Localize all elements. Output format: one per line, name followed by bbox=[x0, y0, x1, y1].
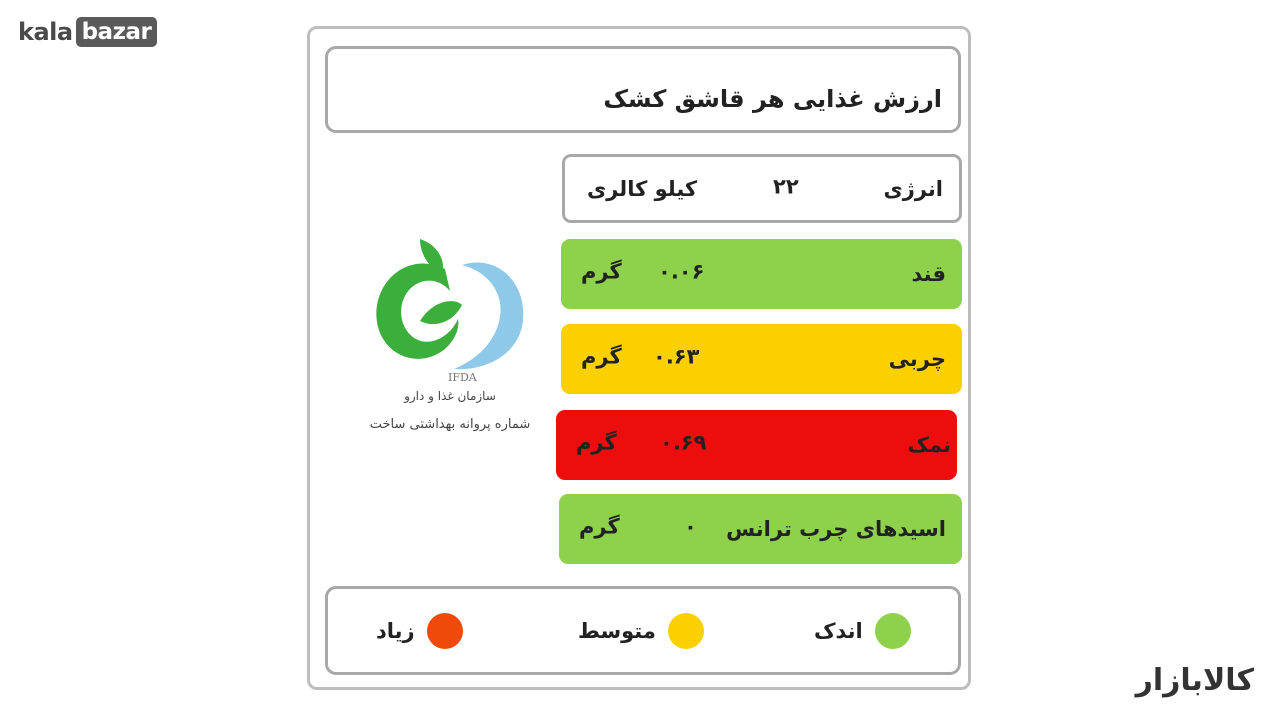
logo-bazar-text: bazar bbox=[76, 17, 158, 47]
nutrition-card bbox=[307, 26, 971, 690]
nutrient-row-fat bbox=[561, 324, 962, 394]
legend-box bbox=[325, 586, 961, 675]
fda-logo-block bbox=[350, 209, 550, 439]
nutrient-unit: گرم bbox=[581, 259, 622, 284]
nutrient-value: ۰.۶۹ bbox=[660, 430, 707, 455]
logo-kala-text: kala bbox=[18, 18, 73, 46]
nutrient-value: ۰.۰۶ bbox=[658, 259, 705, 284]
legend-medium bbox=[578, 589, 704, 672]
legend-low bbox=[814, 589, 911, 672]
nutrient-name: نمک bbox=[907, 433, 951, 457]
kalabazar-logo-persian: کالابازار bbox=[1135, 663, 1254, 698]
nutrient-unit: گرم bbox=[579, 514, 620, 539]
nutrient-value: ۲۲ bbox=[773, 174, 799, 199]
nutrient-name: چربی bbox=[888, 347, 946, 371]
legend-high-dot-icon bbox=[427, 613, 463, 649]
fda-org-name: سازمان غذا و دارو bbox=[404, 389, 496, 403]
legend-low-label: اندک bbox=[814, 618, 863, 643]
nutrient-name: قند bbox=[911, 262, 946, 286]
nutrient-value: ۰ bbox=[684, 514, 697, 539]
nutrition-title: ارزش غذایی هر قاشق کشک bbox=[603, 85, 942, 113]
nutrient-unit: گرم bbox=[581, 344, 622, 369]
nutrient-name: اسیدهای چرب ترانس bbox=[726, 517, 946, 541]
nutrient-value: ۰.۶۳ bbox=[653, 344, 700, 369]
nutrient-row-trans-fat bbox=[559, 494, 962, 564]
fda-apple-icon bbox=[350, 209, 550, 384]
legend-medium-label: متوسط bbox=[578, 618, 656, 643]
nutrient-unit: کیلو کالری bbox=[587, 176, 698, 201]
title-box bbox=[325, 46, 961, 133]
legend-high bbox=[376, 589, 463, 672]
legend-low-dot-icon bbox=[875, 613, 911, 649]
fda-license-text: شماره پروانه بهداشتی ساخت bbox=[369, 417, 531, 432]
nutrient-row-salt bbox=[556, 410, 957, 480]
nutrient-row-sugar bbox=[561, 239, 962, 309]
fda-abbr: IFDA bbox=[448, 371, 477, 384]
kalabazar-logo-latin bbox=[18, 17, 157, 47]
nutrient-row-energy bbox=[562, 154, 962, 223]
legend-medium-dot-icon bbox=[668, 613, 704, 649]
nutrient-unit: گرم bbox=[576, 430, 617, 455]
legend-high-label: زیاد bbox=[376, 618, 415, 643]
nutrient-name: انرژی bbox=[883, 176, 943, 201]
